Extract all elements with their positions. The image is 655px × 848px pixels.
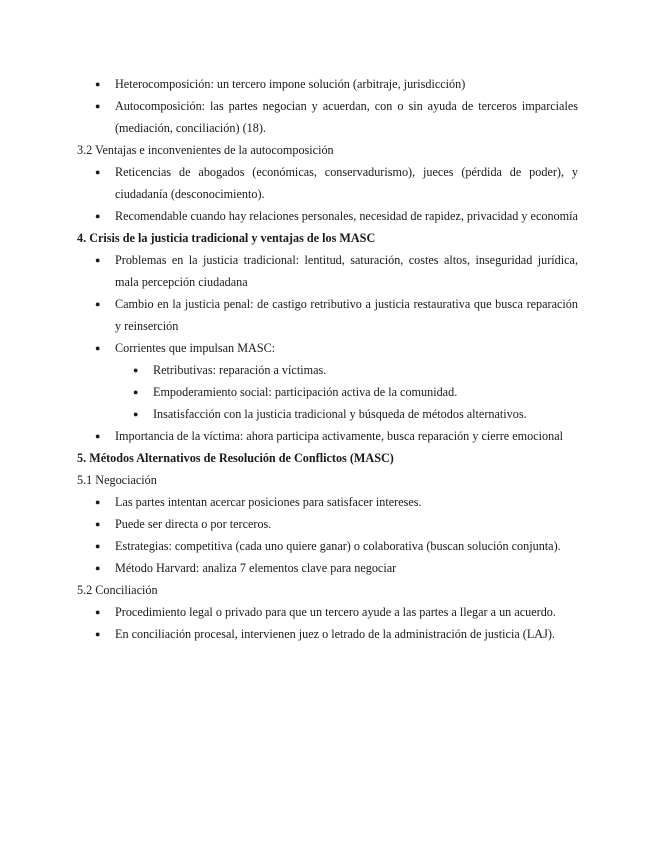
section-4-list-continued [0, 425, 655, 447]
document-page [0, 73, 655, 645]
corrientes-sublist [0, 359, 655, 425]
section-3-2-title: 3.2 Ventajas e inconvenientes de la autocomposición [77, 143, 334, 157]
list-item-directa-terceros: ● Puede ser directa o por terceros. [115, 513, 578, 535]
section-5-1-list [0, 491, 655, 579]
list-item-recomendable: ● Recomendable cuando hay relaciones personales, necesidad de rapidez, privacidad y economía [115, 205, 578, 227]
section-5-title: 5. Métodos Alternativos de Resolución de Conflictos (MASC) [77, 451, 394, 465]
list-item-acercar-posiciones: ● Las partes intentan acercar posiciones para satisfacer intereses. [115, 491, 578, 513]
section-5-2-list [0, 601, 655, 645]
section-4-list [0, 249, 655, 359]
list-item-importancia-victima: ● Importancia de la víctima: ahora participa activamente, busca reparación y cierre emocional [115, 425, 578, 447]
intro-list [0, 73, 655, 139]
list-item-corrientes: ● Corrientes que impulsan MASC: [115, 337, 578, 359]
list-item-metodo-harvard: ● Método Harvard: analiza 7 elementos clave para negociar [115, 557, 578, 579]
section-5-1-title: 5.1 Negociación [77, 473, 157, 487]
section-5-2-title: 5.2 Conciliación [77, 583, 158, 597]
list-item-cambio-justicia-penal: ● Cambio en la justicia penal: de castigo retributivo a justicia restaurativa que busca reparación y reinserción [115, 293, 578, 337]
section-3-2-list [0, 161, 655, 227]
list-item-reticencias: ● Reticencias de abogados (económicas, conservadurismo), jueces (pérdida de poder), y ciudadanía (desconocimiento). [115, 161, 578, 205]
section-4-title: 4. Crisis de la justicia tradicional y ventajas de los MASC [77, 231, 376, 245]
list-item-heterocomposicion: ● Heterocomposición: un tercero impone solución (arbitraje, jurisdicción) [115, 73, 578, 95]
list-item-estrategias: ● Estrategias: competitiva (cada uno quiere ganar) o colaborativa (buscan solución conjunta). [115, 535, 578, 557]
sublist-item-insatisfaccion: ● Insatisfacción con la justicia tradicional y búsqueda de métodos alternativos. [153, 403, 578, 425]
list-item-problemas: ● Problemas en la justicia tradicional: lentitud, saturación, costes altos, inseguridad jurídica, mala percepción ciudadana [115, 249, 578, 293]
sublist-item-empoderamiento: ● Empoderamiento social: participación activa de la comunidad. [153, 381, 578, 403]
sublist-item-retributivas: ● Retributivas: reparación a víctimas. [153, 359, 578, 381]
list-item-procedimiento: ● Procedimiento legal o privado para que un tercero ayude a las partes a llegar a un acuerdo. [115, 601, 578, 623]
list-item-conciliacion-procesal: ● En conciliación procesal, intervienen juez o letrado de la administración de justicia (LAJ). [115, 623, 578, 645]
list-item-autocomposicion: ● Autocomposición: las partes negocian y acuerdan, con o sin ayuda de terceros imparciales (mediación, conciliación) (18). [115, 95, 578, 139]
